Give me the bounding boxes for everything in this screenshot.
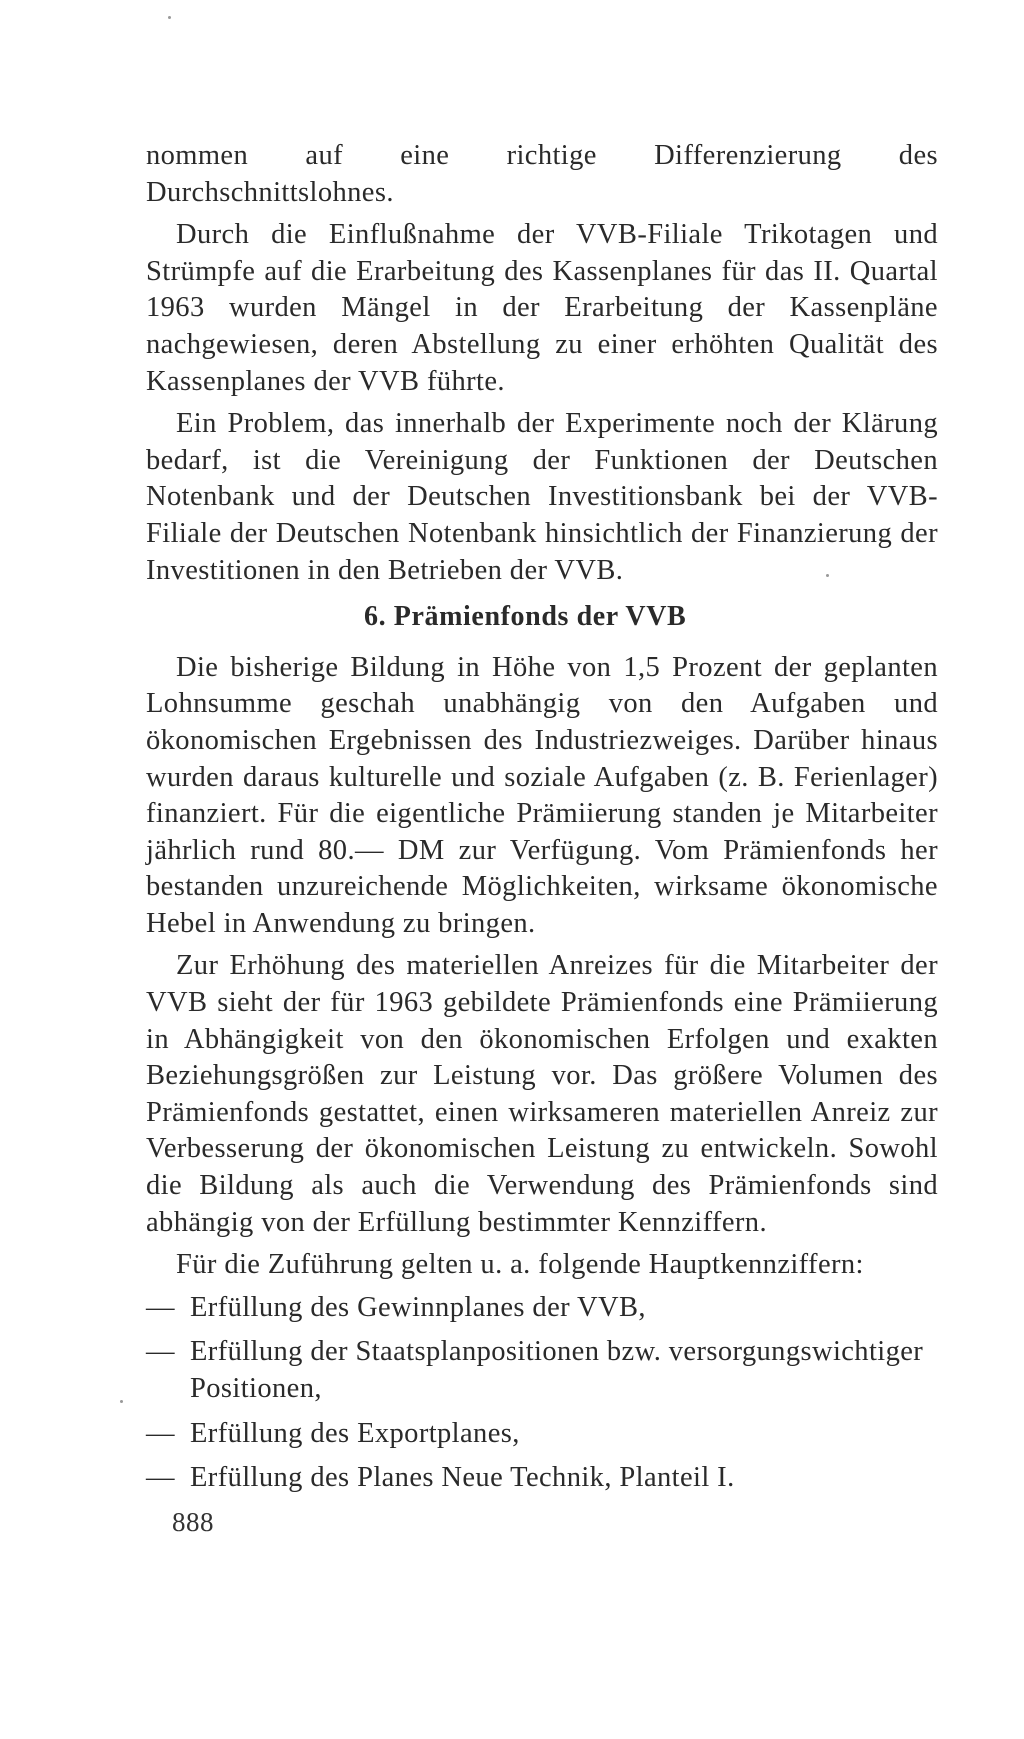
- list-item-text: Erfüllung des Exportplanes,: [190, 1417, 520, 1449]
- scan-speck: [168, 16, 171, 19]
- list-dash: —: [146, 1291, 175, 1323]
- list-item: [146, 1290, 938, 1327]
- list-item-text: Erfüllung des Planes Neue Technik, Planteil I.: [190, 1462, 735, 1494]
- paragraph-bisherige-bildung: Die bisherige Bildung in Höhe von 1,5 Prozent der geplanten Lohnsumme geschah unabhängig von den Aufgaben und ökonomischen Ergebnissen des Industriezweiges. Darüber hinaus wurden daraus kulturelle und soziale Aufgaben (z. B. Ferienlager) finanziert. Für die eigentliche Prämiierung standen je Mitarbeiter jährlich rund 80.— DM zur Verfügung. Vom Prämienfonds her bestanden unzureichende Möglichkeiten, wirksame ökonomische Hebel in Anwendung zu bringen.: [146, 651, 938, 939]
- section-heading: 6. Prämienfonds der VVB: [364, 601, 687, 633]
- list-dash: —: [146, 1417, 175, 1449]
- page-number: 888: [172, 1507, 214, 1537]
- list-item: [146, 1460, 938, 1497]
- list-item: [146, 1334, 938, 1407]
- paragraph-kassenplan: Durch die Einflußnahme der VVB-Filiale Trikotagen und Strümpfe auf die Erarbeitung des Kassenplanes für das II. Quartal 1963 wurden Mängel in der Erarbeitung der Kassenpläne nachgewiesen, deren Abstellung zu einer erhöhten Qualität des Kassenplanes der VVB führte.: [146, 219, 938, 397]
- paragraph-problem: Ein Problem, das innerhalb der Experimente noch der Klärung bedarf, ist die Vereinigung der Funktionen der Deutschen Notenbank und der Deutschen Investitionsbank bei der VVB-Filiale der Deutschen Notenbank hinsichtlich der Finanzierung der Investitionen in den Betrieben der VVB.: [146, 408, 938, 586]
- list-item-text: Erfüllung der Staatsplanpositionen bzw. versorgungswichtiger Positionen,: [190, 1336, 924, 1404]
- list-item-text: Erfüllung des Gewinnplanes der VVB,: [190, 1291, 646, 1323]
- paragraph-erhoehung-anreiz: Zur Erhöhung des materiellen Anreizes für die Mitarbeiter der VVB sieht der für 1963 gebildete Prämienfonds eine Prämiierung in Abhängigkeit von den ökonomischen Erfolgen und exakten Beziehungsgrößen zur Leistung vor. Das größere Volumen des Prämienfonds gestattet, einen wirksameren materiellen Anreiz zur Verbesserung der ökonomischen Leistung zu entwickeln. Sowohl die Bildung als auch die Verwendung des Prämienfonds sind abhängig von der Erfüllung bestimmter Kennziffern.: [146, 950, 938, 1238]
- paragraph-continued: nommen auf eine richtige Differenzierung des Durchschnittslohnes.: [146, 140, 938, 208]
- list-dash: —: [146, 1462, 175, 1494]
- list-dash: —: [146, 1336, 175, 1368]
- body-text: [146, 138, 938, 1505]
- list-item: [146, 1416, 938, 1453]
- kennziffern-list: [146, 1290, 938, 1497]
- paragraph-zufuehrung: Für die Zuführung gelten u. a. folgende Hauptkennziffern:: [176, 1249, 864, 1281]
- scan-speck: [120, 1400, 123, 1403]
